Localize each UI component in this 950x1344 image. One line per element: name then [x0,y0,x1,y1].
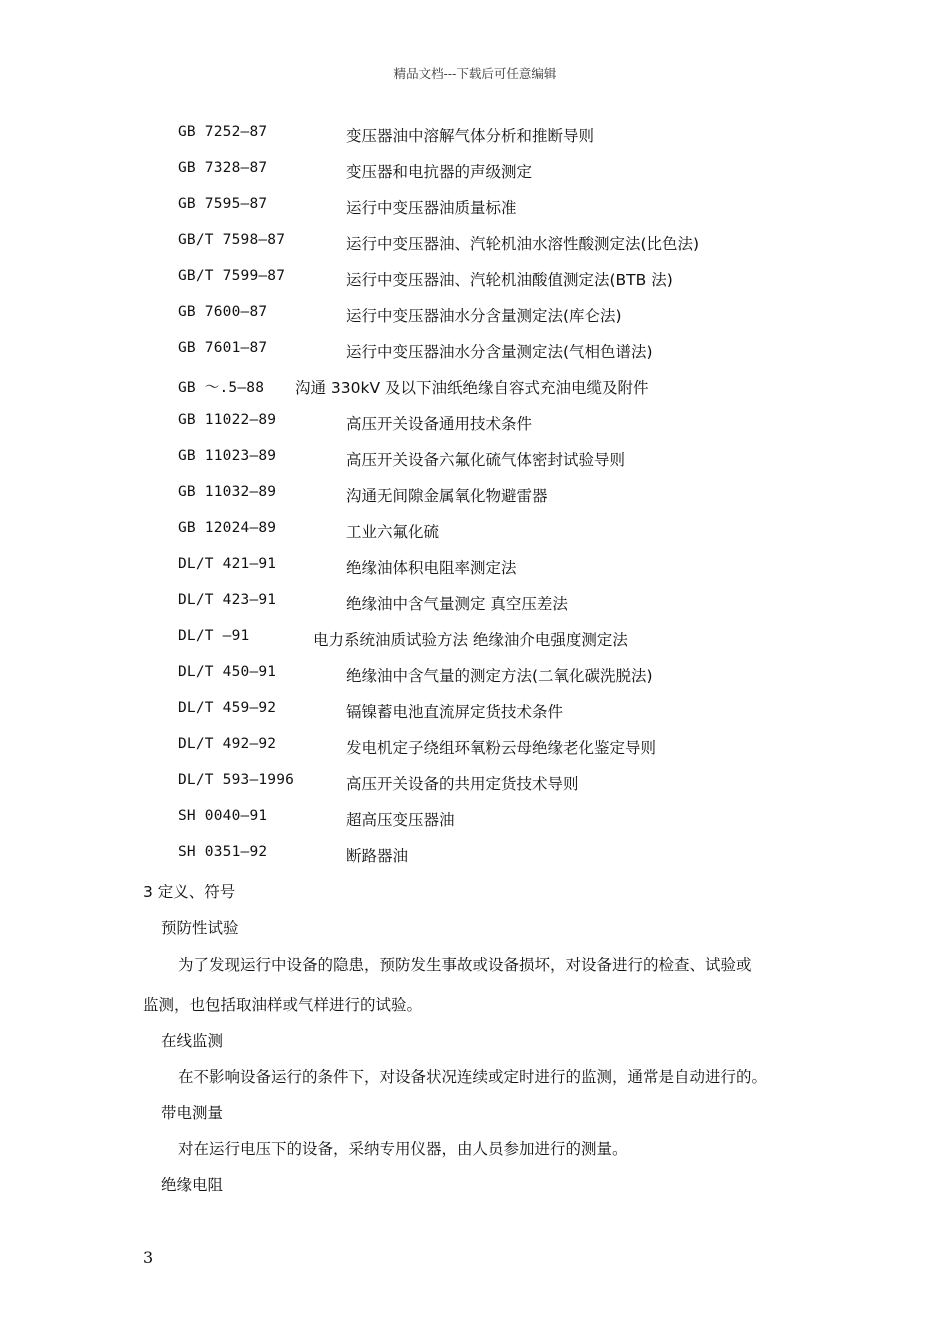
section-heading: 3 定义、符号 [143,883,236,901]
standard-title: 变压器油中溶解气体分析和推断导则 [346,127,595,145]
standard-title: 超高压变压器油 [346,811,455,829]
standard-title: 高压开关设备六氟化硫气体密封试验导则 [346,451,626,469]
standard-code: SH 0040—91 [178,808,268,824]
standard-title: 高压开关设备通用技术条件 [346,415,533,433]
term-definition: 监测，也包括取油样或气样进行的试验。 [143,996,423,1014]
standard-code: DL/T 492—92 [178,736,277,752]
term-title: 绝缘电阻 [161,1176,224,1194]
standard-title: 镉镍蓄电池直流屏定货技术条件 [346,703,564,721]
term-definition: 为了发现运行中设备的隐患，预防发生事故或设备损坏，对设备进行的检查、试验或 [178,956,752,974]
term-title: 带电测量 [161,1104,224,1122]
standard-title: 变压器和电抗器的声级测定 [346,163,533,181]
standard-code: GB 11023—89 [178,448,277,464]
standard-code: DL/T 423—91 [178,592,277,608]
standard-title: 沟通 330kV 及以下油纸绝缘自容式充油电缆及附件 [295,379,649,397]
standard-code: GB 11022—89 [178,412,277,428]
standard-code: DL/T 593—1996 [178,772,295,788]
standard-title: 运行中变压器油、汽轮机油酸值测定法(BTB 法) [346,271,673,289]
standard-title: 断路器油 [346,847,409,865]
standard-code: GB ～.5—88 [178,380,265,396]
standard-title: 运行中变压器油水分含量测定法(库仑法) [346,307,622,325]
standard-title: 运行中变压器油质量标准 [346,199,517,217]
term-title: 预防性试验 [161,919,239,937]
page-number: 3 [143,1248,154,1267]
term-definition: 对在运行电压下的设备，采纳专用仪器，由人员参加进行的测量。 [178,1140,628,1158]
standard-title: 高压开关设备的共用定货技术导则 [346,775,579,793]
standard-code: GB 7600—87 [178,304,268,320]
standard-code: GB 7328—87 [178,160,268,176]
standard-code: GB/T 7598—87 [178,232,286,248]
term-definition: 在不影响设备运行的条件下，对设备状况连续或定时进行的监测，通常是自动进行的。 [178,1068,768,1086]
standard-title: 绝缘油体积电阻率测定法 [346,559,517,577]
standard-code: GB/T 7599—87 [178,268,286,284]
standard-code: GB 7595—87 [178,196,268,212]
standard-title: 沟通无间隙金属氧化物避雷器 [346,487,548,505]
standard-code: GB 12024—89 [178,520,277,536]
standard-code: SH 0351—92 [178,844,268,860]
standard-title: 工业六氟化硫 [346,523,440,541]
standard-code: DL/T 459—92 [178,700,277,716]
standard-code: GB 11032—89 [178,484,277,500]
standard-title: 发电机定子绕组环氧粉云母绝缘老化鉴定导则 [346,739,657,757]
standard-code: GB 7252—87 [178,124,268,140]
standard-title: 运行中变压器油水分含量测定法(气相色谱法) [346,343,653,361]
standard-code: DL/T —91 [178,628,250,644]
standard-title: 绝缘油中含气量的测定方法(二氧化碳洗脱法) [346,667,653,685]
page-header: 精品文档---下载后可任意编辑 [393,66,557,81]
term-title: 在线监测 [161,1032,224,1050]
standard-title: 运行中变压器油、汽轮机油水溶性酸测定法(比色法) [346,235,700,253]
standard-code: GB 7601—87 [178,340,268,356]
standard-code: DL/T 421—91 [178,556,277,572]
standard-title: 电力系统油质试验方法 绝缘油介电强度测定法 [313,631,628,649]
standard-code: DL/T 450—91 [178,664,277,680]
standard-title: 绝缘油中含气量测定 真空压差法 [346,595,568,613]
